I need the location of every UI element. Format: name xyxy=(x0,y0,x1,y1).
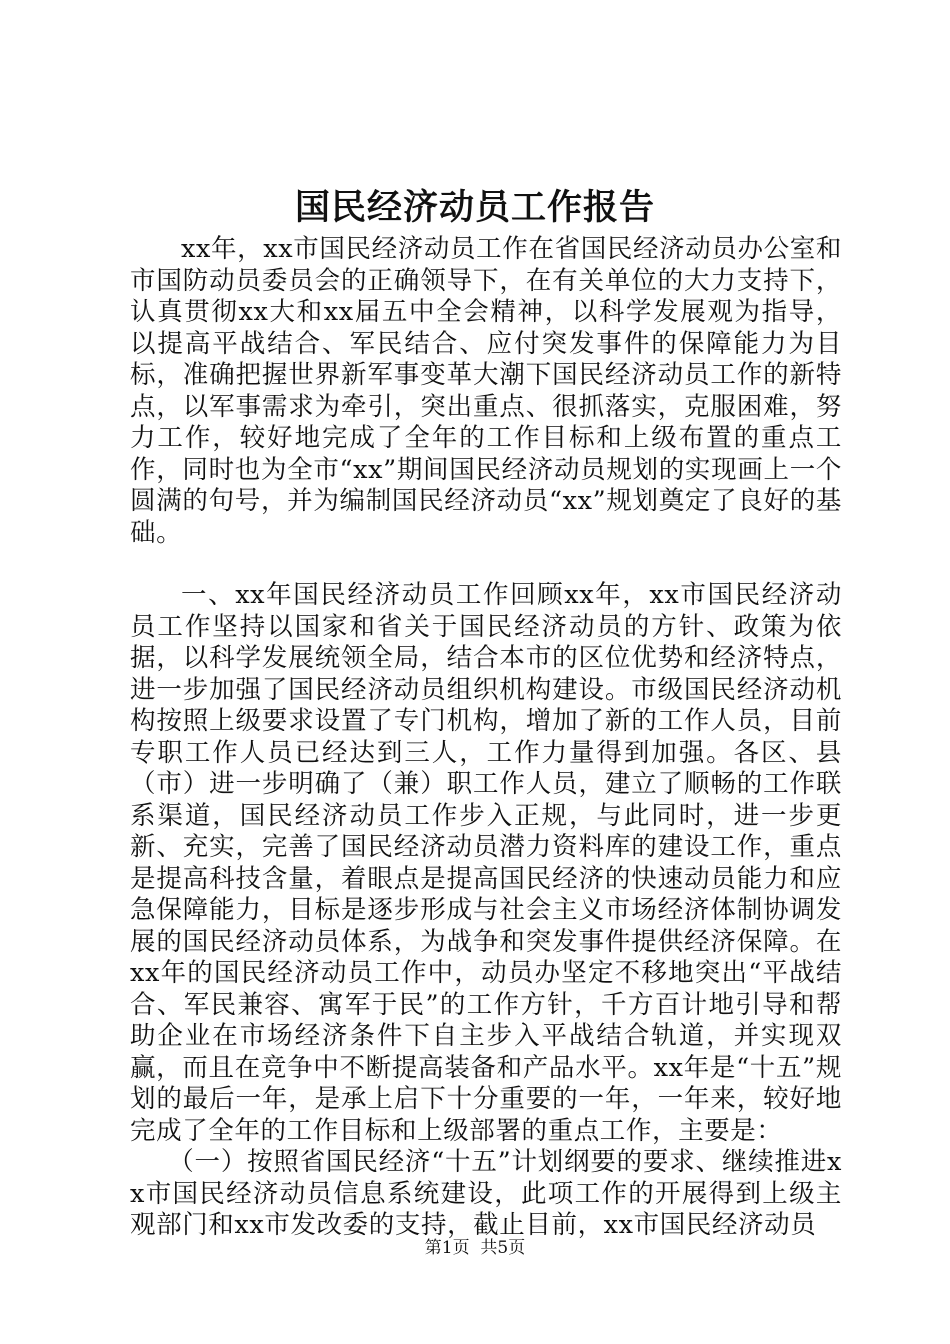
paragraph-review: 一、xx年国民经济动员工作回顾xx年，xx市国民经济动员工作坚持以国家和省关于国民经济动员的方针、政策为依据，以科学发展统领全局，结合本市的区位优势和经济特点，进一步加强了国民经济动员组织机构建设。市级国民经济动机构按照上级要求设置了专门机构，增加了新的工作人员，目前专职工作人员已经达到三人，工作力量得到加强。各区、县（市）进一步明确了（兼）职工作人员，建立了顺畅的工作联系渠道，国民经济动员工作步入正规，与此同时，进一步更新、充实，完善了国民经济动员潜力资料库的建设工作，重点是提高科技含量，着眼点是提高国民经济的快速动员能力和应急保障能力，目标是逐步形成与社会主义市场经济体制协调发展的国民经济动员体系，为战争和突发事件提供经济保障。在xx年的国民经济动员工作中，动员办坚定不移地突出“平战结合、军民兼容、寓军于民”的工作方针，千方百计地引导和帮助企业在市场经济条件下自主步入平战结合轨道，并实现双赢，而且在竞争中不断提高装备和产品水平。xx年是“十五”规划的最后一年，是承上启下十分重要的一年，一年来，较好地完成了全年的工作目标和上级部署的重点工作，主要是： xyxy=(130,580,842,1146)
document-body xyxy=(130,234,842,1242)
footer-spacer xyxy=(470,1238,481,1258)
document-title: 国民经济动员工作报告 xyxy=(294,187,655,228)
page-footer xyxy=(0,1237,950,1259)
paragraph-item-1: （一）按照省国民经济“十五”计划纲要的要求、继续推进xx市国民经济动员信息系统建设，此项工作的开展得到上级主观部门和xx市发改委的支持，截止目前，xx市国民经济动员 xyxy=(130,1147,842,1240)
page-total: 共5页 xyxy=(480,1238,526,1258)
page-number: 第1页 xyxy=(424,1238,470,1258)
paragraph-intro: xx年，xx市国民经济动员工作在省国民经济动员办公室和市国防动员委员会的正确领导下，在有关单位的大力支持下，认真贯彻xx大和xx届五中全会精神，以科学发展观为指导，以提高平战结合、军民结合、应付突发事件的保障能力为目标，准确把握世界新军事变革大潮下国民经济动员工作的新特点，以军事需求为牵引，突出重点、很抓落实，克服困难，努力工作，较好地完成了全年的工作目标和上级布置的重点工作，同时也为全市“xx”期间国民经济动员规划的实现画上一个圆满的句号，并为编制国民经济动员“xx”规划奠定了良好的基础。 xyxy=(130,234,842,548)
